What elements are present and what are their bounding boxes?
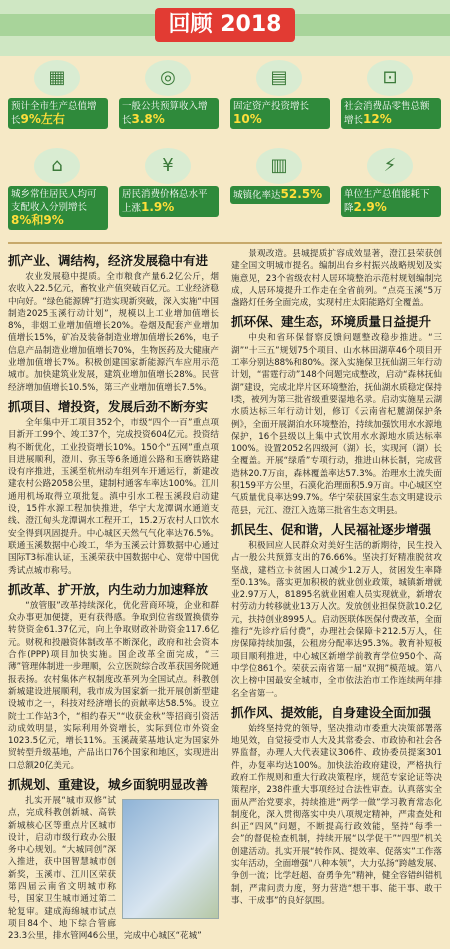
stat-card bbox=[230, 60, 330, 130]
section-heading: 抓规划、重建设，城乡面貌明显改善 bbox=[8, 776, 209, 792]
stat-card bbox=[230, 148, 330, 218]
stat-value: 2.9% bbox=[353, 200, 387, 214]
page-title: 回顾 2018 bbox=[155, 8, 295, 42]
stat-card bbox=[8, 148, 108, 227]
section-heading: 抓改革、扩开放，内生动力加速释放 bbox=[8, 581, 209, 597]
building-icon: ▦ bbox=[34, 60, 80, 96]
stat-label: 预计全市生产总值增长 bbox=[11, 101, 97, 126]
left-column bbox=[8, 248, 219, 946]
stat-label: 城乡常住居民人均可支配收入分别增长 bbox=[11, 189, 97, 213]
cart-icon: ⊡ bbox=[367, 60, 413, 96]
energy-icon: ⚡ bbox=[367, 148, 413, 184]
body-paragraph: 始终坚持党的领导，坚决推动市委重大决策部署落地见效，自觉接受市人大及其常委会、市政协和社会各界监督，办理人大代表建议306件、政协委员提案301件，办复率均达100%。加快法治政府建设，严格执行政府工作规则和重大行政决策程序，规范专家论证等决策程序，238件重大事项经过合法性审查。认真落实全面从严治党要求，持续推进“两学一做”学习教育常态化制度化，深入贯彻落实中央八项规定精神，严肃查处和纠正“四风”问题，不断提高行政效能，坚持“每季一会”的督促检查机制，持续开展“以学促干”“四型”机关创建活动。扎实开展“转作风、提效率、促落实”工作落实年活动，全面增强“八种本领”，大力弘扬“跨越发展、争创一流；比学赶超、奋勇争先”精神，健全容错纠错机制，严肃问责力度，努力营造“想干事、能干事、敢干事、干成事”的良好氛围。 bbox=[231, 723, 443, 906]
section-divider bbox=[8, 242, 442, 244]
stat-value: 8%和9% bbox=[11, 213, 64, 227]
stat-value: 3.8% bbox=[131, 112, 165, 126]
section-heading: 抓民生、促和谐，人民福祉逐步增强 bbox=[231, 521, 432, 537]
city-icon: ▥ bbox=[256, 148, 302, 184]
right-column bbox=[231, 248, 442, 910]
body-paragraph: 农业发展稳中提质。全市粮食产量6.2亿公斤，烟农收入22.5亿元，畜牧业产值突破百亿元。工业经济稳中向好。“绿色能源牌”打造实现新突破，深入实施“中国制造2025玉溪行动计划”，规模以上工业增加值增长8%，非烟工业增加值增长20%。卷烟及配套产业增加值增长15%，矿冶及装备制造业增加值增长26%，电子信息产品制造业增加值增长70%，生物医药及大健康产业增加值增长7%。积极创建国家新能源汽车应用示范城市。加快建筑业发展，建筑业增加值增长28%。民营经济增加值增长10.5%，第三产业增加值增长7.5%。 bbox=[8, 272, 220, 393]
stat-value: 1.9% bbox=[141, 200, 175, 214]
section-heading: 抓作风、提效能，自身建设全面加强 bbox=[231, 704, 432, 720]
stat-card bbox=[119, 148, 219, 218]
stat-card bbox=[341, 148, 441, 218]
section-heading: 抓项目、增投资，发展后劲不断夯实 bbox=[8, 398, 209, 414]
stat-card bbox=[341, 60, 441, 130]
stats-grid bbox=[8, 60, 442, 240]
factory-icon: ▤ bbox=[256, 60, 302, 96]
price-icon: ¥ bbox=[145, 148, 191, 184]
body-paragraph: 中央和省环保督察反馈问题整改稳步推进。“三湖”“十三五”规划75个项目、山水林田湖草46个项目开工率分别达88%和80%。深入实施保卫抚仙湖三年行动计划，“雷霆行动”148个问题完成整改，启动“森林抚仙湖”建设，完成北岸片区环境整治，抚仙湖水质稳定保持Ⅰ类，被列为第三批省级重要湿地名录。启动实施星云湖水质达标三年行动计划，修订《云南省杞麓湖保护条例》，全面开展湖泊水环境整治，持续加强饮用水水源地保护，16个县级以上集中式饮用水水源地水质达标率100%。设置2052名四级河（湖）长，实现河（湖）长全覆盖。开展“绿盾”专项行动，推进山林长制，完成营造林20.7万亩，森林覆盖率达57.3%。治理水土流失面积159平方公里，石漠化治理面积5.9万亩。中心城区空气质量优良率达99.7%。华宁荣获国家生态文明建设示范县，元江、澄江入选第三批省生态文明县。 bbox=[231, 333, 442, 516]
stat-value: 10% bbox=[233, 112, 262, 126]
section-heading: 抓产业、调结构，经济发展稳中有进 bbox=[8, 253, 209, 268]
stat-label: 城镇化率达 bbox=[233, 190, 281, 201]
page-header bbox=[0, 0, 450, 56]
stat-value: 12% bbox=[363, 112, 392, 126]
stat-card bbox=[119, 60, 219, 130]
stat-label: 一般公共预算收入增长 bbox=[122, 101, 208, 126]
body-paragraph: “放管服”改革持续深化，优化营商环境，企业和群众办事更加便捷，更有获得感。争取到位省级置换债券转贷资金61.37亿元，向上争取财政补助资金117.6亿元。财税和投融资体制改革不断深化，政府和社会资本合作(PPP)项目加快实施。国企改革全面完成，“三薄”管理体制进一步理顺，公立医院综合改革获国务院通报表扬。农村集体产权制度改革列为全国试点。科教创新城建设进展顺利，我市成为国家新一批开展创新型建设城市之一，科技对经济增长的贡献率达58.5%。设立院士工作站3个，“相约春天”“收获金秋”等招商引资活动成效明显，实际利用外资增长，实际到位市外资金1023.5亿元，增长11%。玉溪蔬菜基地认定为国家外贸转型升级基地，产品出口76个国家和地区，实现进出口总额20亿美元。 bbox=[8, 600, 219, 771]
body-paragraph: 全年集中开工项目352个，市级“四个一百”重点项目新开工99个、竣工37个，完成投资604亿元。投资结构不断优化，工业投资增长10%。150个“五网”重点项目进展顺利，澄川、弥玉等6条通道公路和玉磨铁路建设有序推进，玉溪至杭州动车组列车开通运行，新建改建农村公路2058公里，建制村通客车率达100%。江川通用机场取得立项批复。滇中引水工程玉溪段启动建设，15件水源工程加快推进，华宁大龙潭调水通道支线、澄江甸头龙潭调水工程开工，15.2万农村人口饮水安全得到巩固提升。中心城区天然气气化率达76.5%。联通玉溪数据中心竣工，华为玉溪云计算数据中心通过国际T3标准认证，玉溪荣获中国数据中心、宽带中国优秀试点城市称号。 bbox=[8, 417, 219, 576]
body-paragraph: 扎实开展“城市双修”试点，完成科教创新城、高铁新城核心区等重点片区城市设计，启动市级行政办公服务中心规划。“大城同创”深入推进，获中国智慧城市创新奖，玉溪市、江川区荣获第四届云南省文明城市称号，国家卫生城市通过第二轮复审。建成海绵城市试点项目84个、地下综合管廊23.3公里，排水管网46公里，完成中心城区“花城” bbox=[8, 795, 219, 943]
body-paragraph: 积极回应人民群众对美好生活的新期待，民生投入占一般公共预算支出的76.66%。坚决打好精准脱贫攻坚战，建档立卡贫困人口减少1.2万人，贫困发生率降至0.13%。落实更加积极的就业创业政策，城镇新增就业2.97万人，81895名就业困难人员实现就业，新增农村劳动力转移就业13万人次。发放创业担保贷款10.2亿元，扶持创业8995人。启动医联体医保付费改革，全面推行“先诊疗后付费”，办理社会保障卡212.5万人，住房保障持续加强，公租房分配率达95.3%。教育补短板项目顺利推进，中心城区新增学前教育学位950个、高中学位861个。荣获云南省第一届“双拥”模范城。第八次上榜中国最安全城市，全市依法治市工作连续两年排名全省第一。 bbox=[231, 540, 442, 699]
stat-label: 固定资产投资增长 bbox=[233, 101, 310, 112]
stat-card bbox=[8, 60, 108, 130]
stat-value: 52.5% bbox=[280, 187, 323, 201]
stat-label: 社会消费品零售总额增长 bbox=[344, 101, 430, 126]
stat-value: 9%左右 bbox=[20, 112, 65, 126]
stat-label: 居民消费价格总水平上涨 bbox=[122, 189, 208, 214]
stat-label: 单位生产总值能耗下降 bbox=[344, 189, 430, 214]
coin-icon: ◎ bbox=[145, 60, 191, 96]
city-photo bbox=[122, 799, 219, 919]
house-icon: ⌂ bbox=[34, 148, 80, 184]
section-heading: 抓环保、建生态，环境质量日益提升 bbox=[231, 314, 432, 330]
body-paragraph: 景观改造。县城提质扩容成效显著，澄江县荣获创建全国文明城市提名。编制出台乡村振兴战略规划及实施意见，23个省级农村人居环境整治示范村规划编制完成，人居环境提升工作走在全省前列。“点亮玉溪”5万盏路灯任务全面完成，实现村庄太阳能路灯全覆盖。 bbox=[231, 249, 442, 309]
